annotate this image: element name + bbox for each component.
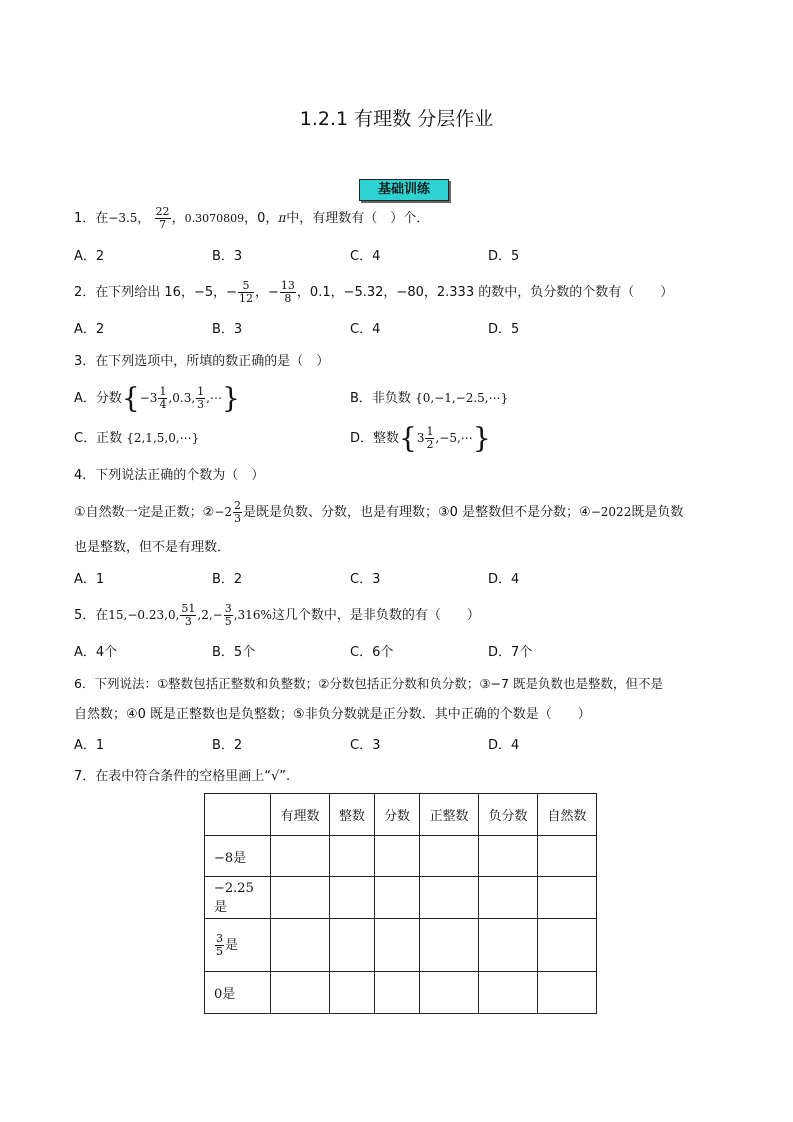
table-row-3-fraction bbox=[215, 933, 224, 958]
table-cell[interactable] bbox=[479, 836, 538, 877]
q4-option-a[interactable]: A．1 bbox=[74, 572, 105, 587]
table-cell[interactable] bbox=[538, 836, 597, 877]
q1-value-d: ，0， bbox=[244, 211, 279, 226]
q1-suffix: 中，有理数有（ ）个． bbox=[286, 211, 430, 226]
q2-fraction-1-numerator: 5 bbox=[238, 280, 254, 293]
q2-option-d[interactable]: D．5 bbox=[488, 322, 520, 337]
question-1-options bbox=[74, 247, 634, 267]
question-6-options bbox=[74, 736, 634, 756]
q2-suffix: ，0.1，−5.32，−80，2.333 的数中，负分数的个数有（ ） bbox=[296, 285, 674, 300]
q2-option-b[interactable]: B．3 bbox=[212, 322, 243, 337]
q3-option-a[interactable] bbox=[74, 382, 240, 414]
q2-fraction-1 bbox=[238, 280, 254, 305]
q2-fraction-2-denominator: 8 bbox=[284, 292, 292, 305]
question-4-options bbox=[74, 570, 634, 590]
q6-option-d[interactable]: D．4 bbox=[488, 738, 520, 753]
q5-fraction-2-denominator: 5 bbox=[224, 615, 232, 628]
q5-fraction-2 bbox=[224, 603, 233, 628]
q3-a-f1-denominator: 4 bbox=[159, 398, 167, 411]
table-cell[interactable] bbox=[330, 877, 375, 919]
q2-fraction-1-denominator: 12 bbox=[239, 292, 254, 305]
table-cell[interactable] bbox=[330, 972, 375, 1014]
section-heading: 基础训练 bbox=[359, 179, 449, 201]
table-cell[interactable] bbox=[479, 919, 538, 972]
table-cell[interactable] bbox=[271, 836, 330, 877]
q1-option-d[interactable]: D．5 bbox=[488, 249, 520, 264]
q3-option-a-right-brace: } bbox=[221, 381, 240, 415]
question-1-stem bbox=[74, 206, 429, 231]
question-6-line-1: 6．下列说法：①整数包括正整数和负整数；②分数包括正分数和负分数；③−7 既是负数也是整数，但不是 bbox=[74, 676, 663, 691]
q4-fraction-numerator: 2 bbox=[234, 499, 242, 512]
q3-option-c-set: {2,1,5,0,⋯} bbox=[126, 431, 200, 445]
q3-option-b-set: {0,−1,−2.5,⋯} bbox=[415, 391, 509, 405]
q1-option-a[interactable]: A．2 bbox=[74, 249, 105, 264]
q4-text-b: 是既是负数、分数，也是有理数；③0 是整数但不是分数；④ bbox=[243, 505, 591, 520]
q3-d-fraction-numerator: 1 bbox=[426, 425, 434, 438]
table-row-label-1: −8是 bbox=[205, 836, 271, 877]
q5-option-a[interactable]: A．4个 bbox=[74, 645, 118, 660]
q3-option-c-label: C．正数 bbox=[74, 431, 123, 446]
table-row-label-4: 0是 bbox=[205, 972, 271, 1014]
classification-table bbox=[204, 793, 597, 1014]
q5-fraction-1-denominator: 3 bbox=[184, 615, 192, 628]
table-cell[interactable] bbox=[538, 972, 597, 1014]
q3-option-d-tail: ,−5,⋯ bbox=[435, 431, 473, 445]
table-header-rational: 有理数 bbox=[271, 794, 330, 836]
table-cell[interactable] bbox=[479, 972, 538, 1014]
table-header-negative-fraction: 负分数 bbox=[479, 794, 538, 836]
q3-option-b[interactable] bbox=[350, 388, 508, 409]
table-cell[interactable] bbox=[375, 972, 420, 1014]
table-cell[interactable] bbox=[330, 836, 375, 877]
q3-option-a-label: A．分数 bbox=[74, 391, 122, 406]
table-cell[interactable] bbox=[420, 972, 479, 1014]
table-row bbox=[205, 972, 597, 1014]
question-4-statements-line-2: 也是整数，但不是有理数． bbox=[74, 540, 231, 555]
question-5-options bbox=[74, 643, 634, 663]
q5-option-c[interactable]: C．6个 bbox=[350, 645, 394, 660]
q2-separator: ，− bbox=[255, 285, 279, 300]
q4-number: −2022 bbox=[590, 505, 632, 519]
table-cell[interactable] bbox=[330, 919, 375, 972]
question-6-line-2: 自然数；④0 既是正整数也是负整数；⑤非负分数就是正分数．其中正确的个数是（ ） bbox=[74, 707, 591, 722]
q3-option-d[interactable] bbox=[350, 422, 491, 454]
question-2-options bbox=[74, 320, 634, 340]
table-cell[interactable] bbox=[375, 877, 420, 919]
table-header-positive-integer: 正整数 bbox=[420, 794, 479, 836]
q4-option-c[interactable]: C．3 bbox=[350, 572, 381, 587]
table-corner-cell bbox=[205, 794, 271, 836]
q3-option-d-integer: 3 bbox=[416, 431, 425, 445]
question-4-stem: 4．下列说法正确的个数为（ ） bbox=[74, 468, 265, 483]
q2-fraction-1-sign: − bbox=[226, 285, 238, 300]
table-header-fraction: 分数 bbox=[375, 794, 420, 836]
q6-option-b[interactable]: B．2 bbox=[212, 738, 243, 753]
q3-option-a-tail: ,⋯ bbox=[206, 391, 222, 405]
table-cell[interactable] bbox=[375, 919, 420, 972]
question-7-stem: 7．在表中符合条件的空格里画上“√”. bbox=[74, 769, 291, 784]
table-row-3-suffix: 是 bbox=[225, 937, 239, 953]
q5-suffix: 这几个数中，是非负数的有（ ） bbox=[271, 608, 480, 623]
q2-fraction-2-numerator: 13 bbox=[280, 279, 295, 292]
table-row bbox=[205, 919, 597, 972]
q1-comma: ， bbox=[171, 211, 185, 226]
q2-option-a[interactable]: A．2 bbox=[74, 322, 105, 337]
q3-option-b-label: B．非负数 bbox=[350, 391, 411, 406]
table-cell[interactable] bbox=[271, 972, 330, 1014]
q4-fraction-denominator: 3 bbox=[234, 512, 242, 525]
q3-d-fraction-denominator: 2 bbox=[426, 438, 434, 451]
q4-fraction bbox=[233, 500, 242, 525]
table-cell[interactable] bbox=[375, 836, 420, 877]
table-header-natural-number: 自然数 bbox=[538, 794, 597, 836]
q4-option-b[interactable]: B．2 bbox=[212, 572, 243, 587]
table-cell[interactable] bbox=[538, 919, 597, 972]
q5-fraction-1-numerator: 51 bbox=[181, 602, 196, 615]
q5-values-a: 15,−0.23,0, bbox=[108, 608, 180, 622]
table-header-row bbox=[205, 794, 597, 836]
q3-option-a-fraction-1 bbox=[158, 386, 167, 411]
q1-value-c: 0.3070809 bbox=[184, 212, 245, 225]
q6-option-c[interactable]: C．3 bbox=[350, 738, 381, 753]
q4-mixed-integer: −2 bbox=[214, 505, 233, 519]
question-5-stem bbox=[74, 603, 480, 628]
q4-option-d[interactable]: D．4 bbox=[488, 572, 520, 587]
q2-option-c[interactable]: C．4 bbox=[350, 322, 381, 337]
q3-option-a-integer: −3 bbox=[139, 391, 158, 405]
q1-value-a: −3.5， bbox=[108, 211, 150, 225]
q3-option-d-left-brace: { bbox=[399, 421, 417, 455]
q6-option-a[interactable]: A．1 bbox=[74, 738, 105, 753]
q5-fraction-1 bbox=[180, 603, 196, 628]
page-title: 1.2.1 有理数 分层作业 bbox=[299, 108, 494, 130]
q3-option-c[interactable] bbox=[74, 428, 199, 449]
table-cell[interactable] bbox=[420, 919, 479, 972]
q5-option-d[interactable]: D．7个 bbox=[488, 645, 533, 660]
table-header-integer: 整数 bbox=[330, 794, 375, 836]
q5-option-b[interactable]: B．5个 bbox=[212, 645, 256, 660]
question-2-stem bbox=[74, 280, 673, 305]
q3-a-f2-denominator: 3 bbox=[197, 398, 205, 411]
q2-prefix: 2．在下列给出 16，−5， bbox=[74, 285, 227, 300]
q3-option-a-fraction-2 bbox=[196, 386, 205, 411]
q3-option-d-right-brace: } bbox=[472, 421, 491, 455]
table-cell[interactable] bbox=[479, 877, 538, 919]
table-cell[interactable] bbox=[271, 877, 330, 919]
table-row bbox=[205, 877, 597, 919]
q1-fraction-denominator: 7 bbox=[159, 218, 167, 231]
q3-option-d-fraction bbox=[425, 426, 434, 451]
q1-fraction-numerator: 22 bbox=[155, 205, 170, 218]
table-cell[interactable] bbox=[420, 877, 479, 919]
table-cell[interactable] bbox=[420, 836, 479, 877]
q1-option-b[interactable]: B．3 bbox=[212, 249, 243, 264]
q5-prefix: 5．在 bbox=[74, 608, 109, 623]
q1-fraction bbox=[155, 206, 171, 231]
q3-option-d-label: D．整数 bbox=[350, 431, 400, 446]
table-row-label-3 bbox=[205, 919, 271, 972]
q3-option-a-left-brace: { bbox=[121, 381, 140, 415]
table-row-label-2: −2.25是 bbox=[205, 877, 271, 919]
q5-values-c: ,316% bbox=[233, 608, 272, 622]
q3-a-f2-numerator: 1 bbox=[197, 385, 205, 398]
q5-fraction-2-numerator: 3 bbox=[224, 602, 232, 615]
q4-text-d: 既是负数 bbox=[631, 505, 684, 520]
table-row bbox=[205, 836, 597, 877]
q2-fraction-2 bbox=[280, 280, 296, 305]
question-4-statements-line-1 bbox=[74, 500, 683, 525]
q3-option-a-middle: ,0.3, bbox=[168, 391, 196, 405]
q1-prefix: 1．在 bbox=[74, 211, 109, 226]
q5-values-b: ,2,− bbox=[197, 608, 223, 622]
q1-option-c[interactable]: C．4 bbox=[350, 249, 381, 264]
table-row-3-denominator: 5 bbox=[216, 944, 223, 958]
question-3-stem: 3．在下列选项中，所填的数正确的是（ ） bbox=[74, 354, 330, 369]
q3-a-f1-numerator: 1 bbox=[159, 385, 167, 398]
q1-pi: π bbox=[278, 211, 287, 225]
table-cell[interactable] bbox=[271, 919, 330, 972]
q4-text-a: ①自然数一定是正数；② bbox=[74, 505, 215, 520]
table-cell[interactable] bbox=[538, 877, 597, 919]
table-row-3-numerator: 3 bbox=[216, 931, 223, 945]
